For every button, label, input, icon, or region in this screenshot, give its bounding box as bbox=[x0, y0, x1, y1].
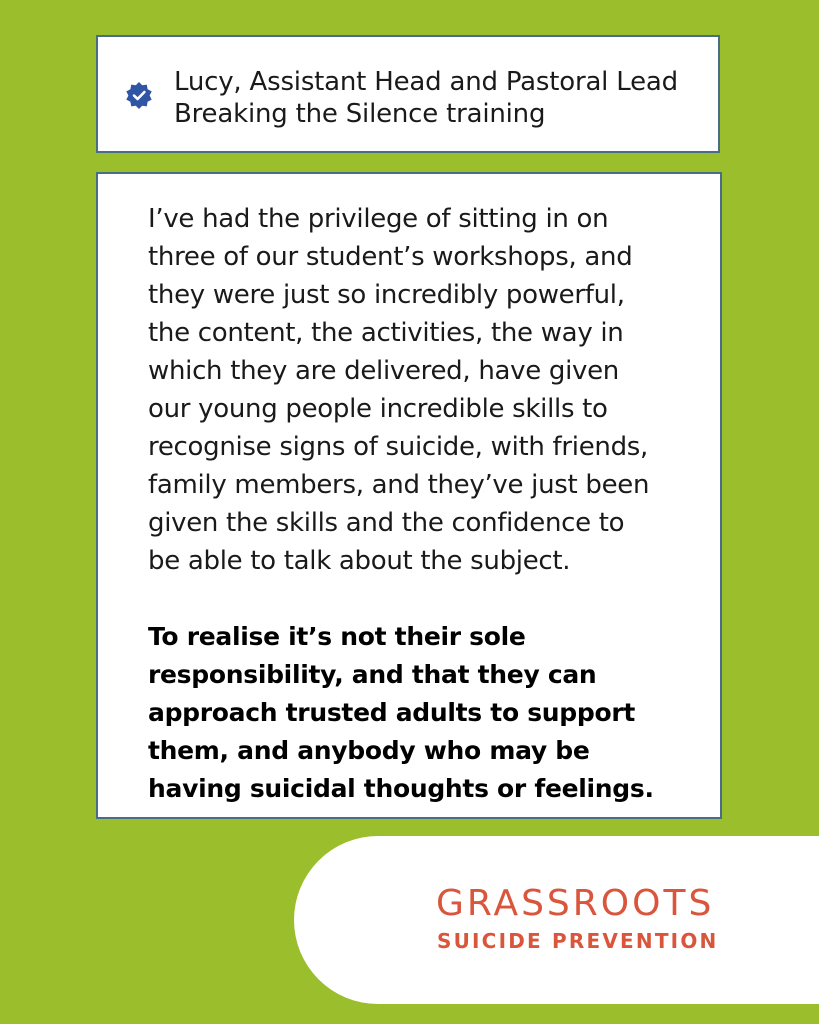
quote-line: be able to talk about the subject. bbox=[148, 546, 571, 576]
quote-line: I’ve had the privilege of sitting in on bbox=[148, 204, 609, 234]
quote-emphasis bbox=[148, 618, 698, 808]
testimonial-header-card bbox=[96, 35, 720, 153]
quote-line: family members, and they’ve just been bbox=[148, 470, 650, 500]
quote-body bbox=[148, 200, 698, 580]
emphasis-line: approach trusted adults to support bbox=[148, 698, 636, 727]
quote-line: given the skills and the confidence to bbox=[148, 508, 625, 538]
author-name-role: Lucy, Assistant Head and Pastoral Lead bbox=[174, 67, 678, 97]
brand-tagline: SUICIDE PREVENTION bbox=[437, 929, 719, 953]
quote-line: our young people incredible skills to bbox=[148, 394, 608, 424]
quote-line: they were just so incredibly powerful, bbox=[148, 280, 625, 310]
attribution bbox=[174, 66, 678, 130]
emphasis-line: having suicidal thoughts or feelings. bbox=[148, 774, 654, 803]
verified-badge-icon bbox=[125, 81, 153, 109]
quote-line: recognise signs of suicide, with friends, bbox=[148, 432, 648, 462]
emphasis-line: them, and anybody who may be bbox=[148, 736, 590, 765]
brand-name: GRASSROOTS bbox=[436, 883, 715, 924]
emphasis-line: To realise it’s not their sole bbox=[148, 622, 526, 651]
quote-line: which they are delivered, have given bbox=[148, 356, 619, 386]
quote-line: the content, the activities, the way in bbox=[148, 318, 624, 348]
emphasis-line: responsibility, and that they can bbox=[148, 660, 597, 689]
quote-line: three of our student’s workshops, and bbox=[148, 242, 633, 272]
training-name: Breaking the Silence training bbox=[174, 99, 546, 129]
quote-card bbox=[96, 172, 722, 819]
brand-logo-panel bbox=[294, 836, 819, 1004]
